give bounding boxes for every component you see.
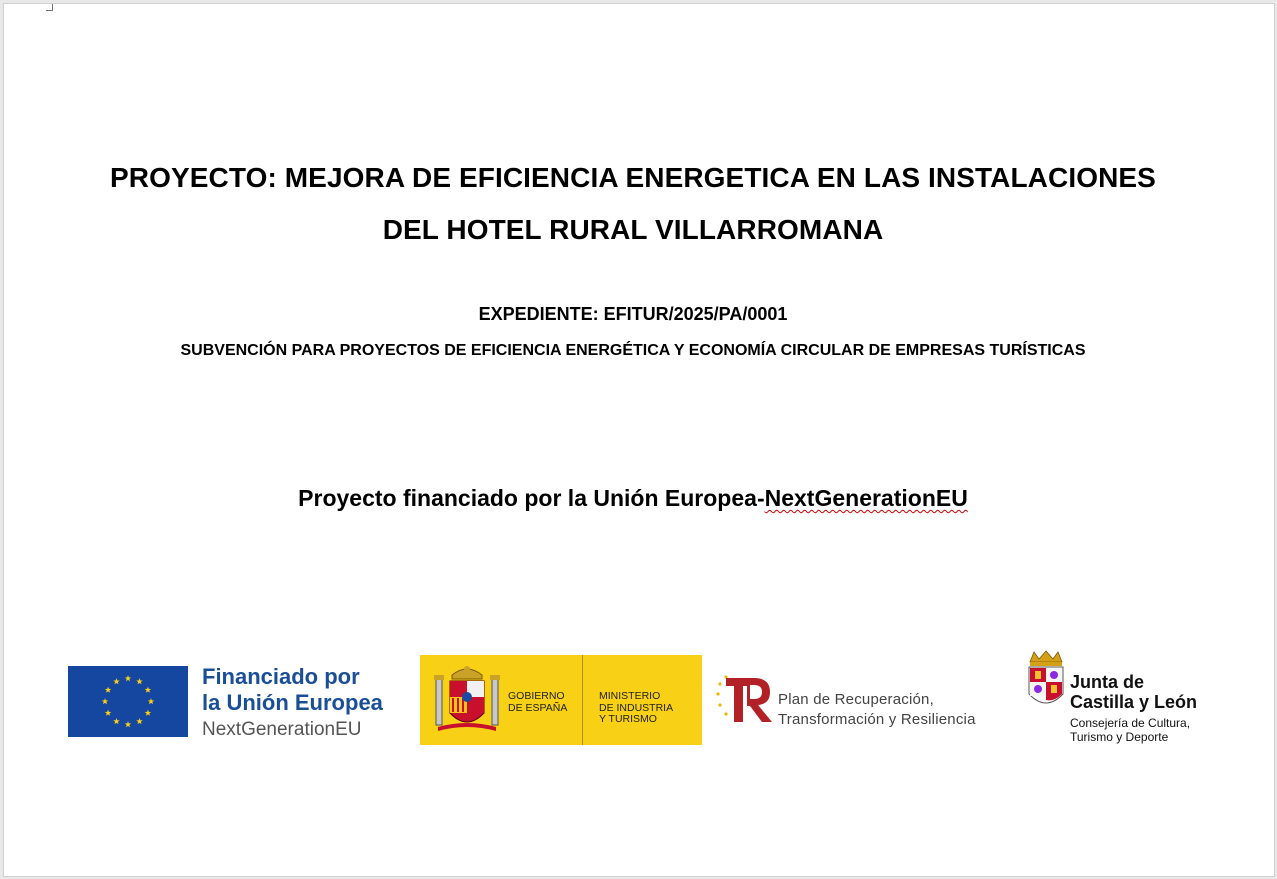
ministerio-line1: MINISTERIO: [599, 690, 661, 702]
project-title-line2: DEL HOTEL RURAL VILLARROMANA: [382, 214, 884, 245]
prtr-line2: Transformación y Resiliencia: [778, 711, 976, 728]
gobierno-line2: DE ESPAÑA: [508, 701, 568, 714]
prtr-logo-text: [778, 690, 976, 730]
project-title-line1: PROYECTO: MEJORA DE EFICIENCIA ENERGETICA EN LAS INSTALACIONES: [110, 162, 1156, 193]
eu-star: [105, 687, 111, 693]
eu-star: [136, 678, 142, 684]
ministerio-text: [599, 691, 673, 726]
eu-star: [113, 678, 119, 684]
eu-star: [125, 721, 131, 727]
eu-line1: Financiado por: [202, 664, 360, 689]
financing-prefix: Proyecto financiado por la Unión Europea-: [298, 485, 765, 511]
gobierno-divider: [582, 655, 583, 745]
jcyl-sub2: Turismo y Deporte: [1070, 730, 1169, 744]
document-page: [3, 3, 1275, 877]
tr-logo-icon: [714, 672, 774, 728]
eu-star: [105, 710, 111, 716]
coat-of-arms-icon: [432, 661, 502, 741]
eu-star: [148, 698, 154, 704]
subvencion-description: SUBVENCIÓN PARA PROYECTOS DE EFICIENCIA ENERGÉTICA Y ECONOMÍA CIRCULAR DE EMPRESAS TURÍSTICAS: [180, 342, 1086, 359]
gobierno-logo: [420, 655, 702, 745]
ministerio-line3: Y TURISMO: [599, 713, 657, 725]
prtr-line1: Plan de Recuperación,: [778, 691, 934, 708]
ministerio-line2: DE INDUSTRIA: [599, 701, 674, 714]
eu-logo-text: [202, 664, 383, 744]
jcyl-subtitle: [1070, 716, 1197, 744]
eu-flag-icon: [68, 666, 188, 737]
eu-stars-icon: [68, 666, 188, 737]
jcyl-line2: Castilla y León: [1070, 692, 1198, 712]
financing-nextgen: NextGenerationEU: [764, 485, 968, 511]
eu-star: [113, 718, 119, 724]
eu-star: [125, 675, 131, 681]
eu-line3: NextGenerationEU: [202, 719, 362, 740]
gobierno-line1: GOBIERNO: [508, 690, 565, 702]
eu-star: [136, 718, 142, 724]
eu-star: [102, 698, 108, 704]
castilla-leon-shield-icon: [1026, 650, 1066, 712]
financing-statement: [4, 485, 1262, 512]
text-boundary-mark: [46, 4, 53, 11]
eu-star: [145, 710, 151, 716]
eu-line2: la Unión Europea: [202, 690, 383, 715]
jcyl-line1: Junta de: [1070, 672, 1145, 692]
jcyl-sub1: Consejería de Cultura,: [1070, 716, 1191, 730]
jcyl-logo-text: [1070, 672, 1197, 744]
eu-star: [145, 687, 151, 693]
gobierno-text: [508, 691, 567, 714]
expediente-number: EXPEDIENTE: EFITUR/2025/PA/0001: [478, 304, 788, 324]
